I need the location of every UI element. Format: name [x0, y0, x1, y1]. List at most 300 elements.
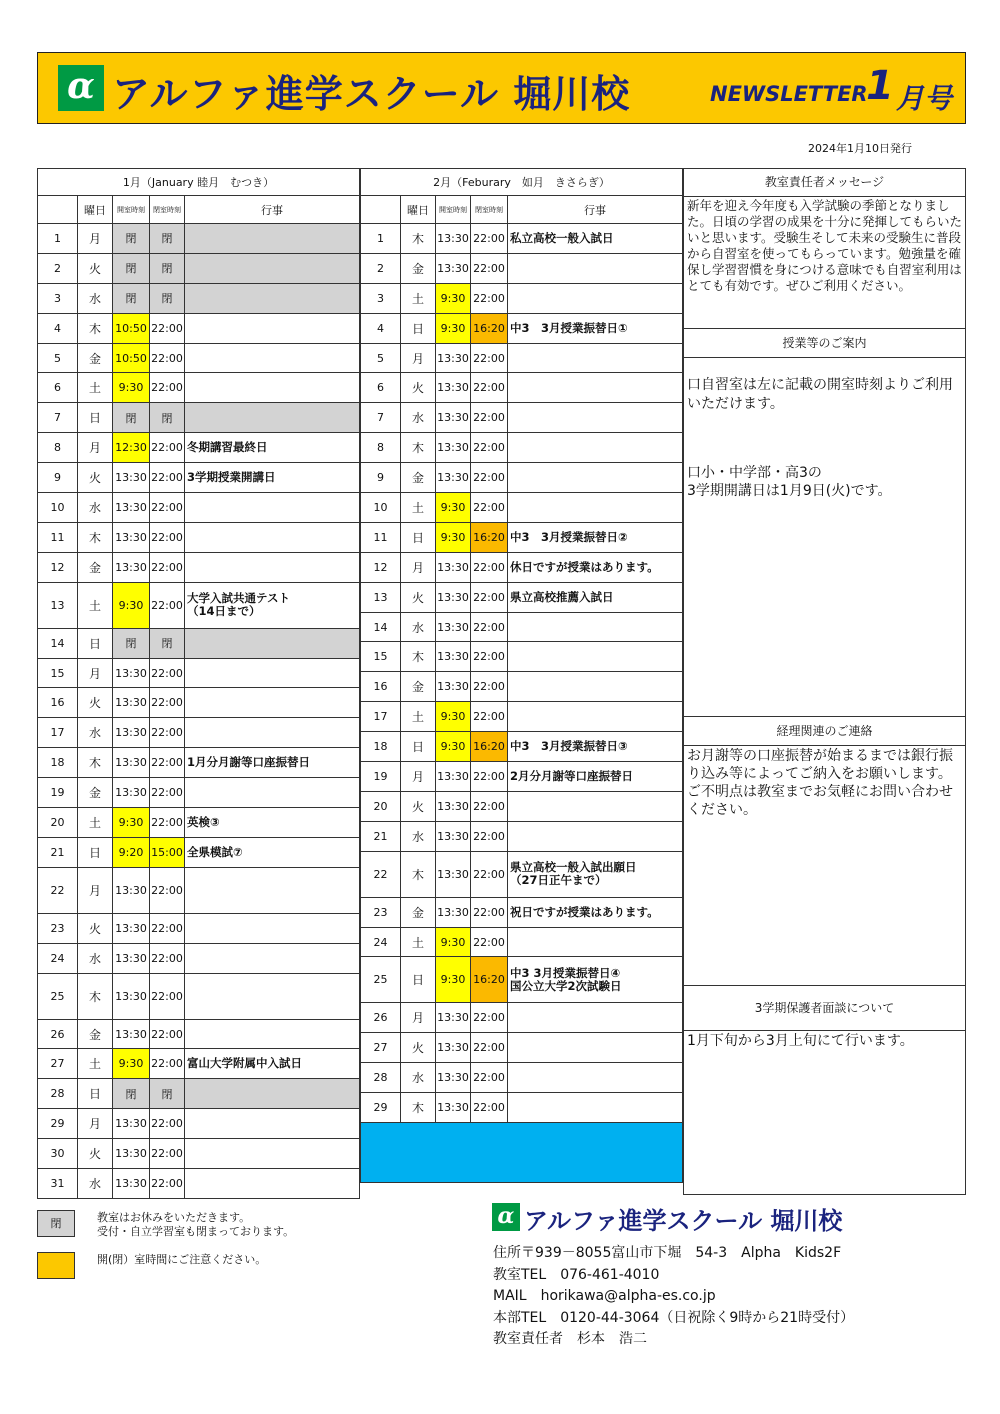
date-cell: 11 — [361, 522, 401, 552]
close-time-cell: 22:00 — [150, 1169, 185, 1199]
mail-address: MAIL horikawa@alpha-es.co.jp — [493, 1288, 716, 1304]
date-cell: 31 — [38, 1169, 78, 1199]
weekday-cell: 木 — [401, 642, 436, 672]
close-time-cell: 22:00 — [471, 702, 508, 732]
calendar-row — [361, 1003, 683, 1033]
weekday-cell: 水 — [401, 1063, 436, 1093]
calendar-row — [38, 688, 360, 718]
header-close: 閉室時刻 — [471, 196, 508, 224]
calendar-row — [38, 658, 360, 688]
event-cell: 英検③ — [185, 808, 360, 838]
message-body: 新年を迎え今年度も入学試験の季節となりました。日頃の学習の成果を十分に発揮してもらいたいと思います。受験生そして未来の受験生に普段から自習室を使ってもらっています。勉強量を確保し学習習慣を身につける意味でも自習室利用はとても有効です。ぜひご利用ください。 — [687, 198, 963, 293]
weekday-cell: 水 — [401, 612, 436, 642]
weekday-cell: 土 — [78, 1049, 113, 1079]
date-cell: 13 — [361, 582, 401, 612]
event-cell — [508, 373, 683, 403]
date-cell: 11 — [38, 522, 78, 552]
calendar-row — [38, 403, 360, 433]
close-time-cell: 22:00 — [471, 582, 508, 612]
calendar-row — [38, 718, 360, 748]
calendar-row — [38, 283, 360, 313]
classes-item-1: 口自習室は左に記載の開室時刻よりご利用いただけます。 — [687, 377, 953, 412]
close-time-cell: 22:00 — [150, 313, 185, 343]
open-time-cell: 10:50 — [113, 343, 150, 373]
weekday-cell: 火 — [78, 463, 113, 493]
date-cell: 15 — [361, 642, 401, 672]
weekday-cell: 水 — [78, 493, 113, 523]
open-time-cell: 13:30 — [436, 791, 471, 821]
calendar-row — [38, 778, 360, 808]
weekday-cell: 月 — [401, 552, 436, 582]
open-time-cell: 13:30 — [113, 943, 150, 973]
calendar-row — [38, 867, 360, 913]
calendar-row — [38, 837, 360, 867]
weekday-cell: 火 — [401, 373, 436, 403]
date-cell: 2 — [38, 253, 78, 283]
calendar-row — [38, 1169, 360, 1199]
event-cell — [508, 1063, 683, 1093]
date-cell: 21 — [361, 821, 401, 851]
event-cell: 祝日ですが授業はあります。 — [508, 897, 683, 927]
calendar-row — [38, 1049, 360, 1079]
calendar-row — [38, 463, 360, 493]
close-time-cell: 22:00 — [471, 1033, 508, 1063]
open-time-cell: 13:30 — [113, 973, 150, 1019]
date-cell: 13 — [38, 582, 78, 628]
close-time-cell: 22:00 — [150, 778, 185, 808]
open-time-cell: 13:30 — [113, 778, 150, 808]
open-time-cell: 13:30 — [436, 552, 471, 582]
event-cell — [185, 1109, 360, 1139]
calendar-row — [38, 748, 360, 778]
event-cell: 大学入試共通テスト （14日まで） — [185, 582, 360, 628]
close-time-cell: 22:00 — [471, 373, 508, 403]
header-day: 曜日 — [401, 196, 436, 224]
open-time-cell: 13:30 — [113, 1109, 150, 1139]
calendar-row — [38, 943, 360, 973]
calendar-row — [38, 808, 360, 838]
calendar-row — [38, 1079, 360, 1109]
close-time-cell: 22:00 — [471, 493, 508, 523]
event-cell — [185, 943, 360, 973]
open-time-cell: 13:30 — [113, 522, 150, 552]
close-time-cell: 22:00 — [150, 1049, 185, 1079]
calendar-row — [38, 1019, 360, 1049]
calendar-row — [38, 224, 360, 254]
classroom-tel: 教室TEL 076-461-4010 — [493, 1266, 660, 1283]
open-time-cell: 13:30 — [436, 897, 471, 927]
calendar-row — [38, 628, 360, 658]
open-time-cell: 13:30 — [113, 552, 150, 582]
weekday-cell: 土 — [78, 808, 113, 838]
event-cell: 中3 3月授業振替日② — [508, 522, 683, 552]
open-time-cell: 13:30 — [436, 762, 471, 792]
open-time-cell: 13:30 — [113, 688, 150, 718]
date-cell: 23 — [38, 913, 78, 943]
weekday-cell: 土 — [78, 582, 113, 628]
newsletter-label: NEWSLETTER — [710, 82, 868, 106]
weekday-cell: 火 — [401, 1033, 436, 1063]
event-cell — [185, 283, 360, 313]
calendar-row — [361, 493, 683, 523]
open-time-cell: 9:30 — [436, 927, 471, 957]
open-time-cell: 閉 — [113, 253, 150, 283]
date-cell: 16 — [361, 672, 401, 702]
weekday-cell: 火 — [78, 688, 113, 718]
close-time-cell: 22:00 — [150, 582, 185, 628]
open-time-cell: 13:30 — [436, 821, 471, 851]
classes-item-2a: 口小・中学部・高3の — [687, 465, 822, 481]
date-cell: 14 — [38, 628, 78, 658]
date-cell: 29 — [361, 1093, 401, 1123]
weekday-cell: 日 — [78, 1079, 113, 1109]
close-time-cell: 22:00 — [150, 658, 185, 688]
open-time-cell: 9:30 — [113, 373, 150, 403]
event-cell — [508, 702, 683, 732]
info-sidebar — [683, 168, 966, 1195]
calendar-row — [361, 1063, 683, 1093]
weekday-cell: 土 — [78, 373, 113, 403]
date-cell: 14 — [361, 612, 401, 642]
open-time-cell: 13:30 — [436, 343, 471, 373]
close-time-cell: 22:00 — [150, 943, 185, 973]
legend-closed-text — [97, 1211, 294, 1239]
weekday-cell: 金 — [401, 672, 436, 702]
open-time-cell: 13:30 — [436, 1033, 471, 1063]
issue-date: 2024年1月10日発行 — [808, 142, 912, 155]
open-time-cell: 閉 — [113, 283, 150, 313]
address: 住所〒939－8055富山市下堀 54-3 Alpha Kids2F — [493, 1245, 842, 1261]
date-cell: 18 — [38, 748, 78, 778]
open-time-cell: 13:30 — [436, 224, 471, 254]
calendar-row — [361, 313, 683, 343]
close-time-cell: 22:00 — [471, 897, 508, 927]
date-cell: 29 — [38, 1109, 78, 1139]
close-time-cell: 22:00 — [471, 552, 508, 582]
open-time-cell: 13:30 — [113, 463, 150, 493]
classes-title: 授業等のご案内 — [684, 328, 965, 358]
event-cell — [508, 433, 683, 463]
calendar-row — [361, 612, 683, 642]
date-cell: 22 — [361, 851, 401, 897]
weekday-cell: 水 — [78, 943, 113, 973]
calendar-row — [361, 403, 683, 433]
calendar-row — [361, 463, 683, 493]
open-time-cell: 13:30 — [113, 748, 150, 778]
date-cell: 19 — [361, 762, 401, 792]
close-time-cell: 22:00 — [150, 867, 185, 913]
footer-alpha-logo-icon: α — [492, 1203, 520, 1231]
event-cell — [508, 927, 683, 957]
weekday-cell: 火 — [78, 1139, 113, 1169]
event-cell: 中3 3月授業振替日④ 国公立大学2次試験日 — [508, 957, 683, 1003]
close-time-cell: 22:00 — [150, 433, 185, 463]
event-cell — [185, 253, 360, 283]
calendar-row — [38, 522, 360, 552]
close-time-cell: 22:00 — [150, 522, 185, 552]
weekday-cell: 日 — [78, 628, 113, 658]
legend-attention-text: 開(閉）室時間にご注意ください。 — [97, 1253, 267, 1266]
open-time-cell: 13:30 — [436, 433, 471, 463]
event-cell: 県立高校一般入試出願日 （27日正午まで） — [508, 851, 683, 897]
close-time-cell: 閉 — [150, 403, 185, 433]
event-cell: 休日ですが授業はあります。 — [508, 552, 683, 582]
close-time-cell: 22:00 — [471, 403, 508, 433]
close-time-cell: 22:00 — [150, 1109, 185, 1139]
open-time-cell: 9:30 — [436, 957, 471, 1003]
close-time-cell: 22:00 — [471, 642, 508, 672]
calendar-row — [361, 672, 683, 702]
header-blank — [361, 196, 401, 224]
close-time-cell: 22:00 — [471, 791, 508, 821]
open-time-cell: 13:30 — [436, 672, 471, 702]
header-open: 開室時刻 — [436, 196, 471, 224]
calendar-row — [361, 582, 683, 612]
event-cell — [508, 672, 683, 702]
classes-item-2b: 3学期開講日は1月9日(火)です。 — [687, 483, 892, 499]
date-cell: 4 — [361, 313, 401, 343]
calendar-row — [361, 522, 683, 552]
date-cell: 5 — [361, 343, 401, 373]
weekday-cell: 木 — [78, 973, 113, 1019]
date-cell: 30 — [38, 1139, 78, 1169]
date-cell: 6 — [38, 373, 78, 403]
open-time-cell: 9:30 — [436, 493, 471, 523]
weekday-cell: 金 — [401, 897, 436, 927]
event-cell: 中3 3月授業振替日③ — [508, 732, 683, 762]
open-time-cell: 閉 — [113, 628, 150, 658]
weekday-cell: 日 — [78, 837, 113, 867]
calendar-row — [38, 253, 360, 283]
date-cell: 16 — [38, 688, 78, 718]
date-cell: 19 — [38, 778, 78, 808]
weekday-cell: 月 — [401, 762, 436, 792]
open-time-cell: 13:30 — [113, 1139, 150, 1169]
header-open: 開室時刻 — [113, 196, 150, 224]
weekday-cell: 金 — [78, 552, 113, 582]
open-time-cell: 13:30 — [436, 253, 471, 283]
close-time-cell: 22:00 — [471, 1093, 508, 1123]
weekday-cell: 水 — [78, 1169, 113, 1199]
meeting-title: 3学期保護者面談について — [684, 985, 965, 1031]
event-cell — [185, 522, 360, 552]
accounting-title: 経理関連のご連絡 — [684, 716, 965, 746]
open-time-cell: 9:30 — [436, 283, 471, 313]
february-calendar — [360, 168, 683, 1183]
open-time-cell: 13:30 — [113, 658, 150, 688]
calendar-filler-row — [361, 1123, 683, 1183]
contact-block — [493, 1243, 854, 1351]
legend-closed-swatch: 閉 — [37, 1210, 75, 1237]
calendar-row — [38, 493, 360, 523]
close-time-cell: 22:00 — [471, 821, 508, 851]
close-time-cell: 22:00 — [150, 493, 185, 523]
close-time-cell: 22:00 — [471, 224, 508, 254]
event-cell — [185, 913, 360, 943]
date-cell: 8 — [38, 433, 78, 463]
open-time-cell: 9:30 — [436, 702, 471, 732]
date-cell: 25 — [38, 973, 78, 1019]
weekday-cell: 月 — [78, 224, 113, 254]
open-time-cell: 13:30 — [436, 1093, 471, 1123]
date-cell: 9 — [38, 463, 78, 493]
calendar-row — [361, 702, 683, 732]
date-cell: 10 — [361, 493, 401, 523]
event-cell — [185, 658, 360, 688]
weekday-cell: 水 — [78, 718, 113, 748]
weekday-cell: 土 — [401, 702, 436, 732]
close-time-cell: 22:00 — [471, 343, 508, 373]
open-time-cell: 13:30 — [436, 373, 471, 403]
weekday-cell: 木 — [78, 313, 113, 343]
event-cell — [185, 973, 360, 1019]
weekday-cell: 月 — [401, 343, 436, 373]
weekday-cell: 木 — [401, 1093, 436, 1123]
event-cell — [508, 403, 683, 433]
calendar-row — [38, 343, 360, 373]
date-cell: 17 — [361, 702, 401, 732]
open-time-cell: 9:30 — [113, 1049, 150, 1079]
weekday-cell: 月 — [78, 1109, 113, 1139]
calendar-row — [38, 582, 360, 628]
event-cell: 1月分月謝等口座振替日 — [185, 748, 360, 778]
event-cell — [508, 493, 683, 523]
close-time-cell: 閉 — [150, 1079, 185, 1109]
event-cell — [185, 628, 360, 658]
calendar-row — [361, 283, 683, 313]
date-cell: 18 — [361, 732, 401, 762]
open-time-cell: 13:30 — [113, 493, 150, 523]
close-time-cell: 閉 — [150, 224, 185, 254]
date-cell: 24 — [38, 943, 78, 973]
date-cell: 7 — [38, 403, 78, 433]
footer-school-name: アルファ進学スクール 堀川校 — [524, 1207, 843, 1235]
weekday-cell: 火 — [78, 913, 113, 943]
header-blank — [38, 196, 78, 224]
calendar-row — [361, 791, 683, 821]
close-time-cell: 閉 — [150, 253, 185, 283]
weekday-cell: 土 — [401, 493, 436, 523]
open-time-cell: 13:30 — [436, 642, 471, 672]
calendar-row — [361, 224, 683, 254]
date-cell: 28 — [361, 1063, 401, 1093]
date-cell: 22 — [38, 867, 78, 913]
date-cell: 27 — [361, 1033, 401, 1063]
event-cell: 富山大学附属中入試日 — [185, 1049, 360, 1079]
date-cell: 24 — [361, 927, 401, 957]
month-number: 1 — [866, 63, 894, 109]
open-time-cell: 13:30 — [436, 1063, 471, 1093]
close-time-cell: 22:00 — [471, 1003, 508, 1033]
event-cell — [508, 1093, 683, 1123]
event-cell — [185, 552, 360, 582]
event-cell — [185, 373, 360, 403]
event-cell — [185, 343, 360, 373]
date-cell: 23 — [361, 897, 401, 927]
weekday-cell: 木 — [401, 851, 436, 897]
calendar-row — [361, 552, 683, 582]
calendar-row — [361, 897, 683, 927]
event-cell — [185, 688, 360, 718]
event-cell — [185, 1019, 360, 1049]
classroom-manager: 教室責任者 杉本 浩二 — [493, 1331, 647, 1347]
weekday-cell: 土 — [401, 283, 436, 313]
calendar-row — [361, 1033, 683, 1063]
open-time-cell: 13:30 — [436, 582, 471, 612]
close-time-cell: 16:20 — [471, 732, 508, 762]
open-time-cell: 閉 — [113, 1079, 150, 1109]
header-day: 曜日 — [78, 196, 113, 224]
date-cell: 9 — [361, 463, 401, 493]
close-time-cell: 22:00 — [150, 1139, 185, 1169]
event-cell — [185, 867, 360, 913]
event-cell — [508, 343, 683, 373]
open-time-cell: 9:30 — [436, 313, 471, 343]
close-time-cell: 22:00 — [150, 373, 185, 403]
event-cell: 私立高校一般入試日 — [508, 224, 683, 254]
calendar-row — [361, 642, 683, 672]
weekday-cell: 月 — [78, 867, 113, 913]
weekday-cell: 水 — [78, 283, 113, 313]
date-cell: 15 — [38, 658, 78, 688]
close-time-cell: 22:00 — [471, 1063, 508, 1093]
event-cell — [185, 778, 360, 808]
school-name: アルファ進学スクール 堀川校 — [112, 72, 631, 116]
close-time-cell: 22:00 — [471, 762, 508, 792]
weekday-cell: 火 — [401, 582, 436, 612]
close-time-cell: 22:00 — [471, 253, 508, 283]
weekday-cell: 水 — [401, 821, 436, 851]
event-cell: 2月分月謝等口座振替日 — [508, 762, 683, 792]
event-cell — [185, 313, 360, 343]
weekday-cell: 火 — [78, 253, 113, 283]
date-cell: 2 — [361, 253, 401, 283]
legend-attention-swatch — [37, 1252, 75, 1279]
legend-closed-line1: 教室はお休みをいただきます。 — [97, 1211, 251, 1224]
date-cell: 12 — [38, 552, 78, 582]
calendar-row — [361, 253, 683, 283]
weekday-cell: 月 — [78, 658, 113, 688]
calendar-row — [38, 1139, 360, 1169]
january-calendar — [37, 168, 360, 1199]
weekday-cell: 水 — [401, 403, 436, 433]
calendar-row — [361, 343, 683, 373]
event-cell: 県立高校推薦入試日 — [508, 582, 683, 612]
close-time-cell: 22:00 — [471, 433, 508, 463]
event-cell — [508, 1003, 683, 1033]
event-cell — [185, 493, 360, 523]
date-cell: 10 — [38, 493, 78, 523]
open-time-cell: 12:30 — [113, 433, 150, 463]
close-time-cell: 22:00 — [471, 612, 508, 642]
date-cell: 7 — [361, 403, 401, 433]
calendar-row — [38, 973, 360, 1019]
close-time-cell: 22:00 — [150, 718, 185, 748]
open-time-cell: 閉 — [113, 403, 150, 433]
hq-tel: 本部TEL 0120-44-3064（日祝除く9時から21時受付） — [493, 1309, 855, 1326]
calendar-row — [361, 957, 683, 1003]
header-close: 閉室時刻 — [150, 196, 185, 224]
close-time-cell: 22:00 — [471, 463, 508, 493]
open-time-cell: 13:30 — [113, 718, 150, 748]
close-time-cell: 15:00 — [150, 837, 185, 867]
event-cell: 3学期授業開講日 — [185, 463, 360, 493]
event-cell — [185, 403, 360, 433]
weekday-cell: 日 — [401, 732, 436, 762]
date-cell: 4 — [38, 313, 78, 343]
close-time-cell: 閉 — [150, 628, 185, 658]
date-cell: 12 — [361, 552, 401, 582]
